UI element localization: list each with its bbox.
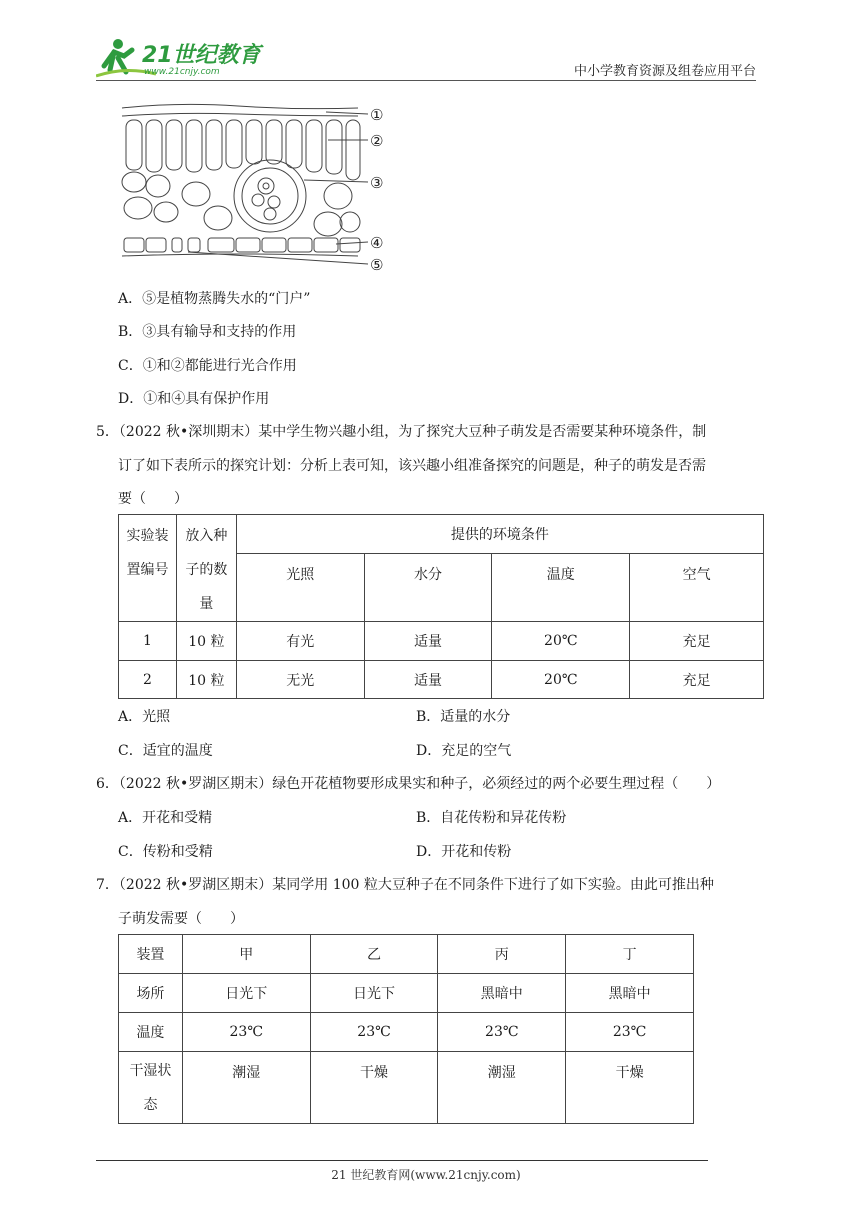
q5-option-c: C．适宜的温度 bbox=[118, 743, 213, 759]
q5-header-seed-count: 放入种 子的数 量 bbox=[176, 515, 236, 622]
table-cell: 干湿状 态 bbox=[119, 1052, 183, 1124]
table-cell: 有光 bbox=[236, 622, 364, 661]
q4-option-b: B．③具有输导和支持的作用 bbox=[118, 324, 297, 340]
table-cell: 23℃ bbox=[310, 1013, 438, 1052]
q6-option-b: B．自花传粉和异花传粉 bbox=[416, 810, 567, 826]
q5-stem-line3: 要（ ） bbox=[118, 491, 188, 507]
q5-sub-water: 水分 bbox=[364, 554, 492, 622]
table-cell: 充足 bbox=[630, 661, 764, 699]
table-cell: 黑暗中 bbox=[438, 974, 566, 1013]
header-divider bbox=[96, 80, 756, 81]
table-row bbox=[119, 1052, 694, 1124]
table-cell: 23℃ bbox=[438, 1013, 566, 1052]
table-header-row bbox=[119, 935, 694, 974]
q7-stem-line2: 子萌发需要（ ） bbox=[118, 911, 244, 927]
table-cell: 潮湿 bbox=[438, 1052, 566, 1124]
figure-label-1: ① bbox=[370, 106, 384, 124]
q5-option-d: D．充足的空气 bbox=[416, 743, 512, 759]
figure-label-3: ③ bbox=[370, 174, 384, 192]
leaf-cross-section-figure bbox=[118, 100, 400, 276]
q5-option-b: B．适量的水分 bbox=[416, 709, 511, 725]
q7-table bbox=[118, 934, 694, 1124]
q5-sub-air: 空气 bbox=[630, 554, 764, 622]
table-cell: 场所 bbox=[119, 974, 183, 1013]
table-row bbox=[119, 1013, 694, 1052]
q5-stem-line2: 订了如下表所示的探究计划：分析上表可知，该兴趣小组准备探究的问题是，种子的萌发是否需 bbox=[118, 458, 706, 474]
q5-table bbox=[118, 514, 764, 699]
table-cell: 干燥 bbox=[310, 1052, 438, 1124]
table-cell: 适量 bbox=[364, 661, 492, 699]
table-cell: 甲 bbox=[182, 935, 310, 974]
table-cell: 无光 bbox=[236, 661, 364, 699]
q5-sub-temperature: 温度 bbox=[492, 554, 630, 622]
q4-option-d: D．①和④具有保护作用 bbox=[118, 391, 270, 407]
footer-divider bbox=[96, 1160, 708, 1161]
q5-header-conditions: 提供的环境条件 bbox=[236, 515, 763, 554]
q6-stem: 6．（2022 秋•罗湖区期末）绿色开花植物要形成果实和种子，必须经过的两个必要生理过程（ ） bbox=[96, 776, 721, 792]
q5-option-a: A．光照 bbox=[118, 709, 171, 725]
table-cell: 日光下 bbox=[310, 974, 438, 1013]
table-cell: 1 bbox=[119, 622, 177, 661]
table-cell: 20℃ bbox=[492, 622, 630, 661]
site-logo bbox=[96, 36, 266, 80]
q5-stem-line1: 5．（2022 秋•深圳期末）某中学生物兴趣小组，为了探究大豆种子萌发是否需要某种环境条件，制 bbox=[96, 424, 707, 440]
table-row bbox=[119, 974, 694, 1013]
table-cell: 10 粒 bbox=[176, 661, 236, 699]
table-cell: 10 粒 bbox=[176, 622, 236, 661]
table-cell: 黑暗中 bbox=[566, 974, 694, 1013]
q7-stem-line1: 7．（2022 秋•罗湖区期末）某同学用 100 粒大豆种子在不同条件下进行了如下实验。由此可推出种 bbox=[96, 877, 714, 893]
table-cell: 充足 bbox=[630, 622, 764, 661]
figure-label-2: ② bbox=[370, 132, 384, 150]
logo-text: 21世纪教育 bbox=[142, 43, 261, 68]
footer-text: 21 世纪教育网(www.21cnjy.com) bbox=[331, 1168, 521, 1182]
runner-icon bbox=[96, 36, 266, 80]
table-cell: 装置 bbox=[119, 935, 183, 974]
q5-sub-light: 光照 bbox=[236, 554, 364, 622]
table-row bbox=[119, 622, 764, 661]
q6-option-c: C．传粉和受精 bbox=[118, 844, 213, 860]
table-cell: 2 bbox=[119, 661, 177, 699]
q5-header-device: 实验装 置编号 bbox=[119, 515, 177, 622]
table-cell: 温度 bbox=[119, 1013, 183, 1052]
logo-url: www.21cnjy.com bbox=[144, 67, 220, 77]
q4-option-a: A．⑤是植物蒸腾失水的“门户” bbox=[118, 291, 311, 307]
table-cell: 干燥 bbox=[566, 1052, 694, 1124]
table-cell: 乙 bbox=[310, 935, 438, 974]
table-row bbox=[119, 661, 764, 699]
table-cell: 20℃ bbox=[492, 661, 630, 699]
table-cell: 日光下 bbox=[182, 974, 310, 1013]
table-cell: 适量 bbox=[364, 622, 492, 661]
figure-label-5: ⑤ bbox=[370, 256, 384, 274]
table-cell: 丙 bbox=[438, 935, 566, 974]
header-platform-name: 中小学教育资源及组卷应用平台 bbox=[573, 64, 756, 79]
figure-label-4: ④ bbox=[370, 234, 384, 252]
table-cell: 潮湿 bbox=[182, 1052, 310, 1124]
table-cell: 丁 bbox=[566, 935, 694, 974]
q6-option-d: D．开花和传粉 bbox=[416, 844, 512, 860]
q4-option-c: C．①和②都能进行光合作用 bbox=[118, 358, 297, 374]
table-cell: 23℃ bbox=[182, 1013, 310, 1052]
q6-option-a: A．开花和受精 bbox=[118, 810, 213, 826]
table-cell: 23℃ bbox=[566, 1013, 694, 1052]
